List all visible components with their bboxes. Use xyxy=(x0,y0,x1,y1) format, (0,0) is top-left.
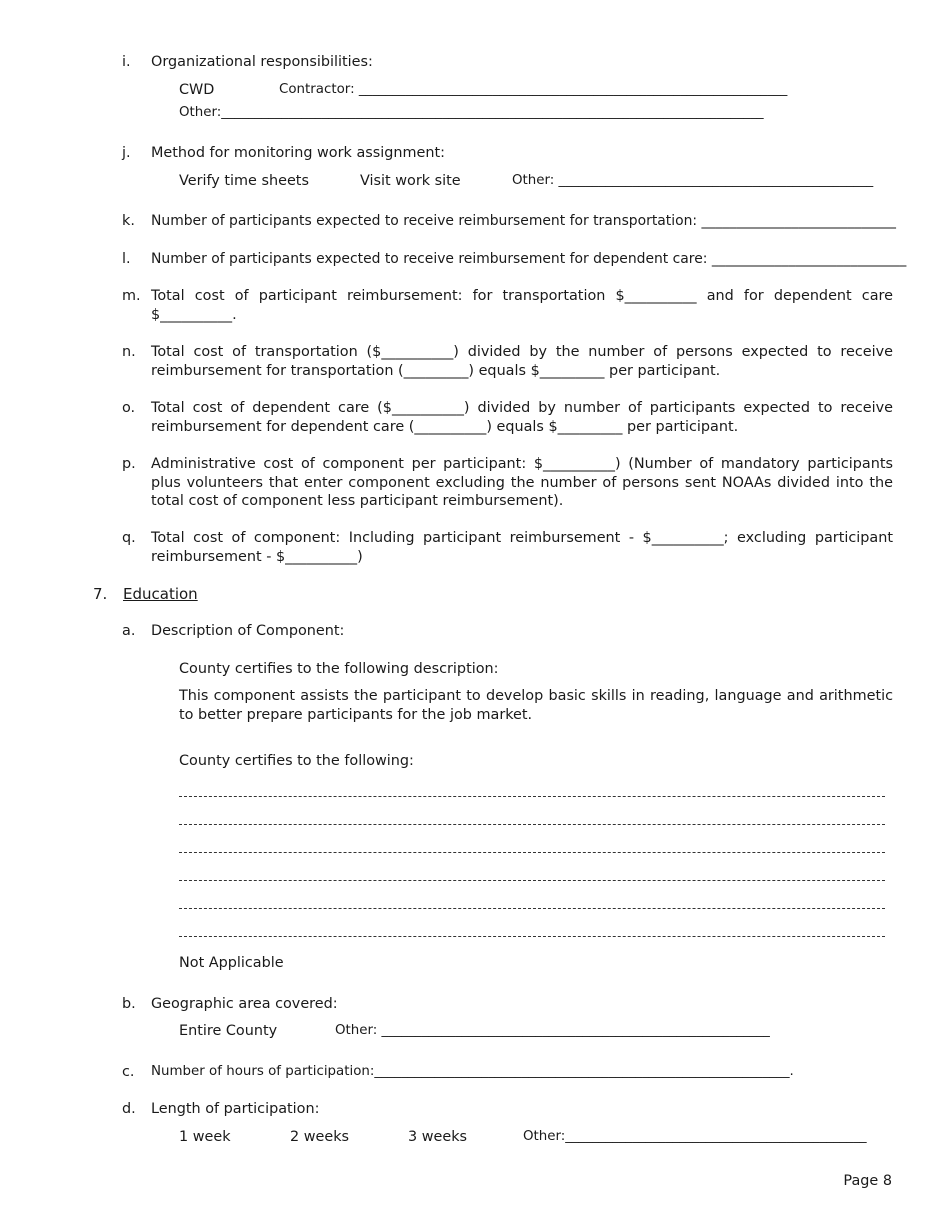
certifies-following-label: County certifies to the following: xyxy=(179,753,414,769)
item-n-marker: n. xyxy=(122,344,136,360)
education-a-heading: Description of Component: xyxy=(151,623,345,639)
three-weeks-option[interactable]: 3 weeks xyxy=(408,1129,468,1145)
other-responsibility-field[interactable]: Other:_________________________________________________________________________________ xyxy=(179,105,764,120)
other-length-field[interactable]: Other:_____________________________________________ xyxy=(523,1129,867,1144)
certification-line-1[interactable] xyxy=(179,796,885,797)
item-i-marker: i. xyxy=(122,54,131,70)
entire-county-option[interactable]: Entire County xyxy=(179,1023,278,1039)
item-j-marker: j. xyxy=(122,145,131,161)
section-number: 7. xyxy=(93,585,108,603)
item-q-text[interactable]: Total cost of component: Including participant reimbursement - $__________; excluding participant reimbursement - $__________) xyxy=(151,530,893,565)
verify-time-sheets-option[interactable]: Verify time sheets xyxy=(179,173,309,189)
other-area-field[interactable]: Other: __________________________________________________________ xyxy=(335,1023,770,1038)
education-a-marker: a. xyxy=(122,623,136,639)
item-l-marker: l. xyxy=(122,251,131,267)
hours-of-participation-field[interactable]: Number of hours of participation:______________________________________________________________. xyxy=(151,1064,794,1079)
item-q-marker: q. xyxy=(122,530,136,546)
education-d-marker: d. xyxy=(122,1101,136,1117)
education-c-marker: c. xyxy=(122,1064,135,1080)
certification-line-2[interactable] xyxy=(179,824,885,825)
contractor-field[interactable]: Contractor: ________________________________________________________________ xyxy=(279,82,788,97)
certification-line-6[interactable] xyxy=(179,936,885,937)
certification-line-5[interactable] xyxy=(179,908,885,909)
item-p-marker: p. xyxy=(122,456,136,472)
item-k-marker: k. xyxy=(122,213,135,229)
cwd-option[interactable]: CWD xyxy=(179,82,215,98)
item-k-text[interactable]: Number of participants expected to receive reimbursement for transportation: ____________________________ xyxy=(151,213,896,229)
item-l-text[interactable]: Number of participants expected to receive reimbursement for dependent care: ____________________________ xyxy=(151,251,907,267)
visit-work-site-option[interactable]: Visit work site xyxy=(360,173,461,189)
item-m-text[interactable]: Total cost of participant reimbursement: for transportation $__________ and for dependent care $__________. xyxy=(151,288,893,323)
item-p-text[interactable]: Administrative cost of component per participant: $__________) (Number of mandatory participants plus volunteers that enter component excluding the number of persons sent NOAAs divided into the total cost of component less participant reimbursement). xyxy=(151,456,893,509)
other-monitoring-field[interactable]: Other: _______________________________________________ xyxy=(512,173,874,188)
item-o-marker: o. xyxy=(122,400,136,416)
item-n-text[interactable]: Total cost of transportation ($__________) divided by the number of persons expected to receive reimbursement for transportation (_________) equals $_________ per participant. xyxy=(151,344,893,379)
not-applicable-option[interactable]: Not Applicable xyxy=(179,955,284,971)
item-o-text[interactable]: Total cost of dependent care ($__________) divided by number of participants expected to receive reimbursement for dependent care (__________) equals $_________ per participant. xyxy=(151,400,893,435)
education-d-heading: Length of participation: xyxy=(151,1101,320,1117)
item-j-heading: Method for monitoring work assignment: xyxy=(151,145,445,161)
item-m-marker: m. xyxy=(122,288,141,304)
education-b-heading: Geographic area covered: xyxy=(151,996,338,1012)
one-week-option[interactable]: 1 week xyxy=(179,1129,231,1145)
section-title: Education xyxy=(123,585,198,603)
education-b-marker: b. xyxy=(122,996,136,1012)
two-weeks-option[interactable]: 2 weeks xyxy=(290,1129,350,1145)
component-description: This component assists the participant to develop basic skills in reading, language and arithmetic to better prepare participants for the job market. xyxy=(179,688,893,723)
certification-line-4[interactable] xyxy=(179,880,885,881)
certifies-description-label: County certifies to the following description: xyxy=(179,661,499,677)
item-i-heading: Organizational responsibilities: xyxy=(151,54,373,70)
page-number: Page 8 xyxy=(843,1173,892,1189)
certification-line-3[interactable] xyxy=(179,852,885,853)
